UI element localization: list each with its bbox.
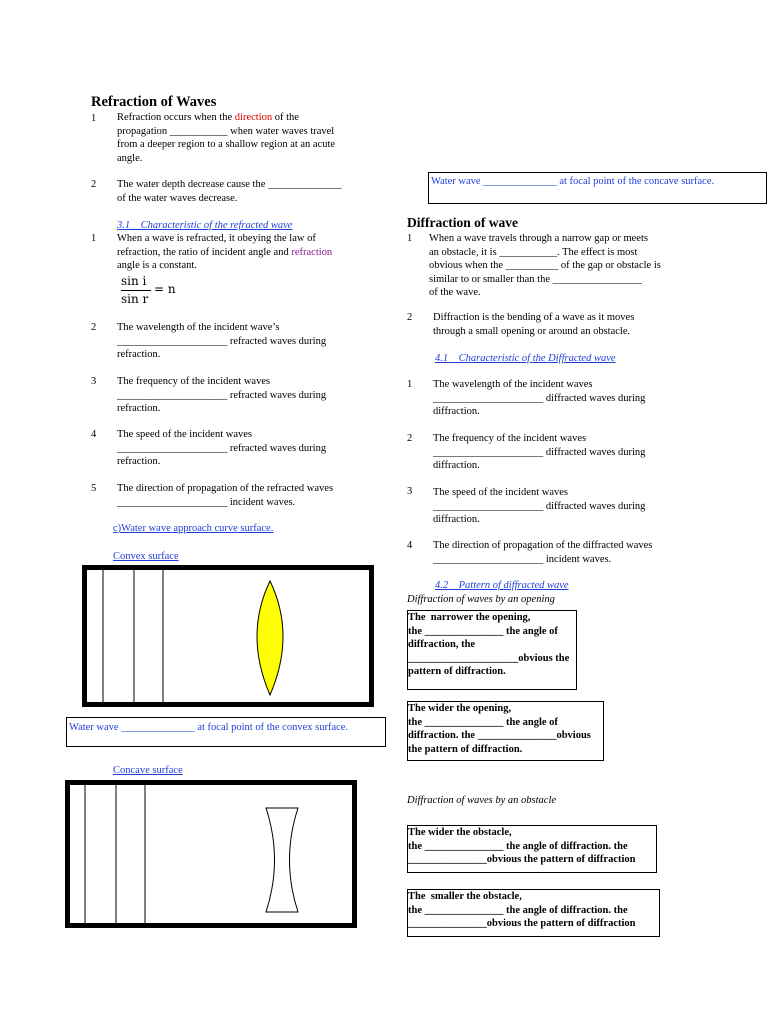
item-number: 1: [91, 233, 97, 244]
convex-lens: [257, 581, 283, 695]
speed-diffraction: The speed of the incident waves _____________________ diffracted waves during diffraction.: [433, 487, 646, 525]
wavelength-diffraction: The wavelength of the incident waves _____________________ diffracted waves during diffraction.: [433, 379, 646, 417]
refraction-title: Refraction of Waves: [91, 94, 217, 110]
diffraction-by-opening-label: Diffraction of waves by an opening: [407, 594, 555, 605]
direction-highlight: direction: [234, 112, 273, 123]
concave-surface-label[interactable]: Concave surface: [113, 765, 183, 776]
convex-diagram: [82, 565, 374, 707]
diffraction-condition: When a wave travels through a narrow gap or meets an obstacle, it is ___________. The effect is most obvious when the __________ of the gap or obstacle is similar to or smaller than the _________________ of the wave.: [429, 233, 661, 298]
refraction-highlight: refraction: [291, 246, 333, 258]
curve-surface-heading[interactable]: c)Water wave approach curve surface.: [113, 523, 274, 534]
convex-answer-box[interactable]: [66, 717, 386, 747]
subheading-diffracted-characteristic[interactable]: 4.1 Characteristic of the Diffracted wave: [435, 353, 616, 364]
item-number: 2: [91, 322, 97, 333]
item-number: 4: [91, 429, 97, 440]
refraction-definition: Refraction occurs when the direction of the propagation ___________ when water waves travel from a deeper region to a shallow region at an acute angle.: [117, 112, 336, 164]
frequency-diffraction: The frequency of the incident waves _____________________ diffracted waves during diffraction.: [433, 433, 646, 471]
item-number: 3: [91, 376, 97, 387]
item-number: 1: [407, 233, 413, 244]
diffraction-title: Diffraction of wave: [407, 215, 518, 230]
wavelength-refraction: The wavelength of the incident wave’s _____________________ refracted waves during refraction.: [117, 322, 327, 360]
wide-obstacle-box[interactable]: The wider the obstacle, the _______________ the angle of diffraction. the _______________obvious the pattern of diffraction: [407, 825, 657, 873]
formula-denominator: sin r: [121, 292, 149, 306]
concave-answer-text: Water wave ______________ at focal point of the concave surface.: [431, 176, 715, 187]
water-depth-statement: The water depth decrease cause the ______________ of the water waves decrease.: [117, 179, 342, 204]
concave-lens: [266, 808, 298, 912]
law-of-refraction: When a wave is refracted, it obeying the law of refraction, the ratio of incident angle and refraction angle is a constant.: [117, 233, 333, 271]
fraction-bar: [121, 290, 151, 291]
formula-numerator: sin i: [121, 274, 147, 288]
item-number: 3: [407, 486, 413, 497]
subheading-pattern-diffracted[interactable]: 4.2 Pattern of diffracted wave: [435, 580, 569, 591]
speed-refraction: The speed of the incident waves _____________________ refracted waves during refraction.: [117, 429, 327, 467]
tank-border: [68, 783, 355, 926]
formula-equals: = n: [154, 282, 176, 296]
item-number: 1: [407, 379, 413, 390]
snell-formula: [121, 274, 191, 306]
convex-surface-label[interactable]: Convex surface: [113, 551, 179, 562]
tank-border: [85, 568, 372, 705]
small-obstacle-box[interactable]: The smaller the obstacle, the _______________ the angle of diffraction. the _______________obvious the pattern of diffraction: [407, 889, 660, 937]
item-number: 5: [91, 483, 97, 494]
wide-opening-box[interactable]: The wider the opening, the _______________ the angle of diffraction. the _______________obvious the pattern of diffraction.: [407, 701, 604, 761]
subheading-refracted-characteristic[interactable]: 3.1 Characteristic of the refracted wave: [117, 220, 293, 231]
concave-answer-box[interactable]: [428, 172, 767, 204]
item-number: 2: [91, 179, 97, 190]
narrow-opening-box[interactable]: The narrower the opening, the _______________ the angle of diffraction, the _____________________obvious the pattern of diffraction.: [407, 610, 577, 690]
diffraction-by-obstacle-label: Diffraction of waves by an obstacle: [407, 795, 557, 806]
direction-refraction: The direction of propagation of the refracted waves _____________________ incident waves.: [117, 483, 334, 508]
item-number: 2: [407, 433, 413, 444]
convex-answer-text: Water wave ______________ at focal point of the convex surface.: [69, 722, 349, 733]
item-number: 1: [91, 113, 97, 124]
item-number: 4: [407, 540, 413, 551]
diffraction-definition: Diffraction is the bending of a wave as it moves through a small opening or around an obstacle.: [433, 312, 635, 337]
concave-diagram: [65, 780, 357, 928]
direction-diffraction: The direction of propagation of the diffracted waves _____________________ incident waves.: [433, 540, 653, 565]
frequency-refraction: The frequency of the incident waves _____________________ refracted waves during refraction.: [117, 376, 327, 414]
item-number: 2: [407, 312, 413, 323]
